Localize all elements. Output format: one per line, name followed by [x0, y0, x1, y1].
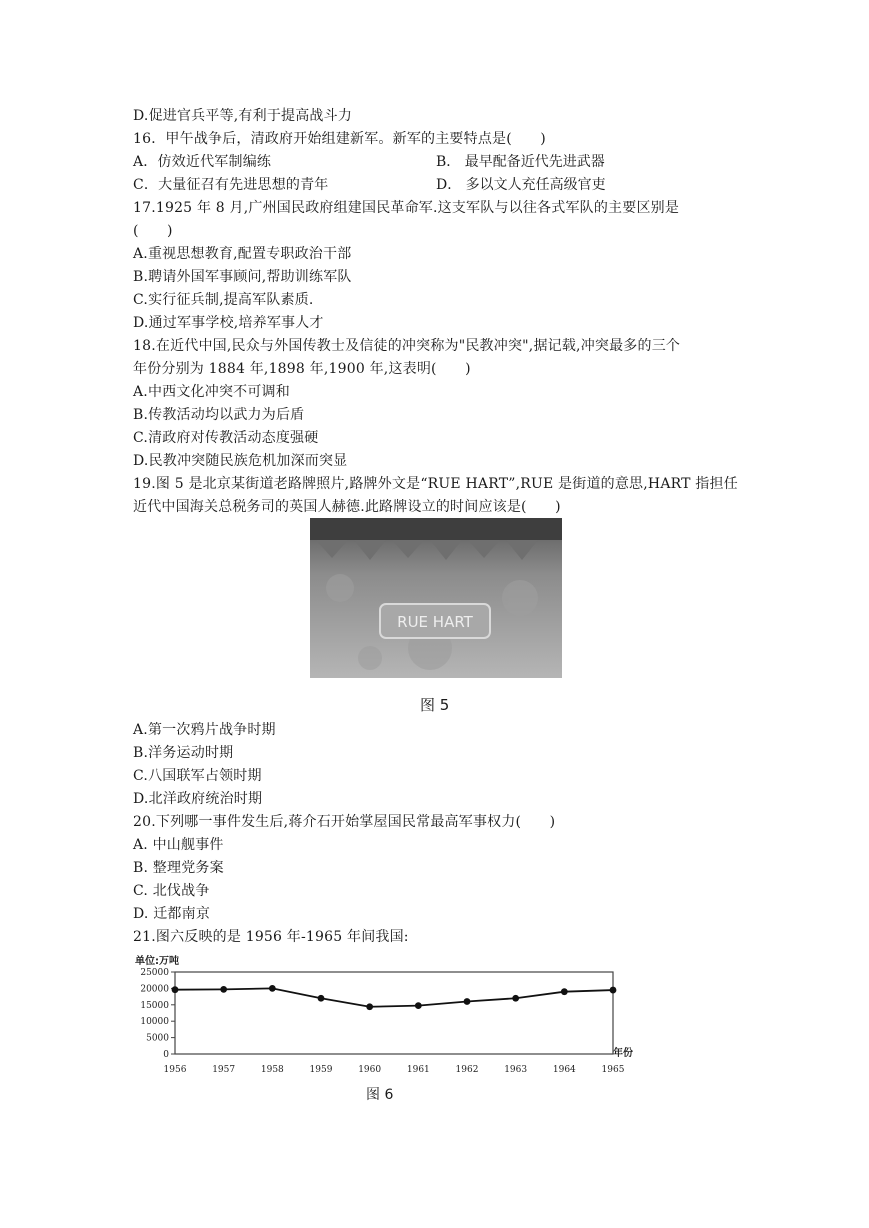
q16-option-a: A．仿效近代军制编练	[133, 154, 272, 170]
grain-output-chart	[131, 950, 645, 1082]
q19-option-d: D.北洋政府统治时期	[133, 791, 263, 807]
data-point	[561, 988, 568, 995]
figure6-caption: 图 6	[366, 1087, 394, 1103]
data-point	[610, 987, 617, 994]
q20-option-a: A. 中山舰事件	[133, 837, 224, 853]
street-sign-text: RUE HART	[397, 613, 473, 631]
q17-stem-line1: 17.1925 年 8 月,广州国民政府组建国民革命军.这支军队与以往各式军队的主要区别是	[133, 200, 680, 216]
data-point	[464, 998, 471, 1005]
y-tick-label: 25000	[140, 968, 169, 978]
x-tick-label: 1963	[504, 1065, 528, 1075]
q18-option-a: A.中西文化冲突不可调和	[133, 384, 290, 400]
x-tick-label: 1957	[212, 1065, 236, 1075]
q19-option-a: A.第一次鸦片战争时期	[133, 722, 276, 738]
x-tick-label: 1961	[406, 1065, 430, 1075]
data-point	[220, 986, 227, 993]
x-tick-label: 1964	[552, 1065, 576, 1075]
x-tick-label: 1960	[358, 1065, 382, 1075]
data-point	[512, 995, 519, 1002]
data-point	[269, 985, 276, 992]
q16-option-c: C．大量征召有先进思想的青年	[133, 177, 329, 193]
y-tick-label: 15000	[140, 1000, 169, 1011]
x-tick-label: 1962	[455, 1065, 479, 1075]
q20-option-b: B. 整理党务案	[133, 860, 224, 876]
data-point	[366, 1003, 373, 1010]
x-tick-label: 1965	[601, 1065, 625, 1075]
y-tick-label: 0	[163, 1050, 169, 1060]
q18-option-d: D.民教冲突随民族危机加深而突显	[133, 453, 348, 469]
q18-stem-line1: 18.在近代中国,民众与外国传教士及信徒的冲突称为"民教冲突",据记载,冲突最多的三个	[133, 338, 681, 354]
data-point	[318, 995, 325, 1002]
y-tick-label: 5000	[146, 1033, 169, 1044]
q18-option-b: B.传教活动均以武力为后盾	[133, 407, 305, 423]
q21-stem: 21.图六反映的是 1956 年-1965 年间我国:	[133, 929, 409, 945]
q18-stem-line2: 年份分别为 1884 年,1898 年,1900 年,这表明( )	[133, 361, 471, 377]
q17-option-a: A.重视思想教育,配置专职政治干部	[133, 246, 352, 262]
q19-stem-line2: 近代中国海关总税务司的英国人赫德.此路牌设立的时间应该是( )	[133, 499, 561, 515]
q16-stem: 16．甲午战争后，清政府开始组建新军。新军的主要特点是( )	[133, 131, 546, 147]
q17-option-b: B.聘请外国军事顾问,帮助训练军队	[133, 269, 352, 285]
y-tick-label: 10000	[140, 1017, 169, 1028]
street-sign-photo	[310, 518, 562, 678]
data-point	[172, 986, 179, 993]
chart-x-axis-label: 年份	[613, 1048, 633, 1059]
series-line	[175, 988, 613, 1006]
q20-stem: 20.下列哪一事件发生后,蒋介石开始掌屋国民常最高军事权力( )	[133, 814, 556, 830]
q19-stem-line1: 19.图 5 是北京某街道老路牌照片,路牌外文是“RUE HART”,RUE 是街道的意思,HART 指担任	[133, 476, 738, 492]
q15-option-d: D.促进官兵平等,有利于提高战斗力	[133, 108, 353, 124]
chart-unit-label: 单位:万吨	[135, 956, 179, 967]
q16-option-d: D． 多以文人充任高级官吏	[436, 177, 606, 193]
y-tick-label: 20000	[140, 984, 169, 995]
chart-frame	[175, 972, 613, 1054]
q17-option-d: D.通过军事学校,培养军事人才	[133, 315, 324, 331]
q20-option-c: C. 北伐战争	[133, 883, 210, 899]
x-tick-label: 1958	[260, 1065, 284, 1075]
q19-option-b: B.洋务运动时期	[133, 745, 234, 761]
x-tick-label: 1959	[309, 1065, 333, 1075]
x-tick-label: 1956	[163, 1065, 187, 1075]
q17-option-c: C.实行征兵制,提高军队素质.	[133, 292, 314, 308]
q20-option-d: D. 迁都南京	[133, 906, 211, 922]
q18-option-c: C.清政府对传教活动态度强硬	[133, 430, 319, 446]
q16-option-b: B． 最早配备近代先进武器	[436, 154, 605, 170]
figure5-caption: 图 5	[420, 696, 450, 714]
q19-option-c: C.八国联军占领时期	[133, 768, 262, 784]
q17-stem-line2: ( )	[133, 223, 173, 239]
data-point	[415, 1002, 422, 1009]
